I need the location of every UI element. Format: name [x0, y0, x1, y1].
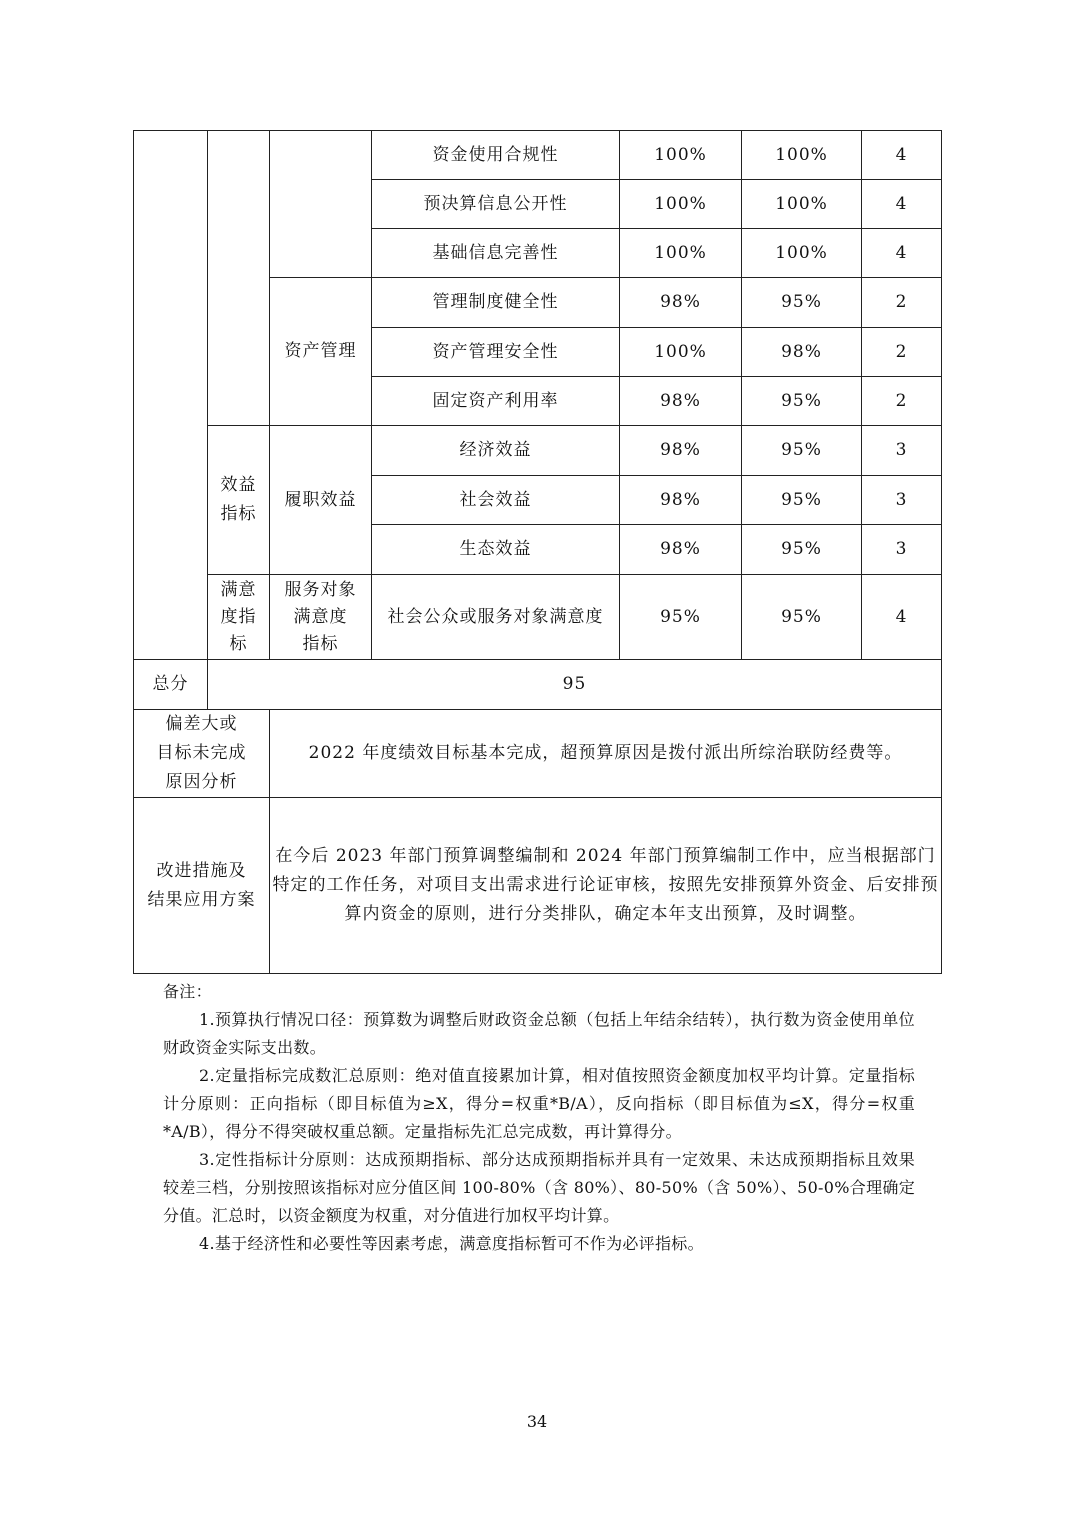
group-asset-mgmt: 资产管理 [270, 278, 372, 426]
target-cell: 98% [620, 476, 742, 525]
target-cell: 100% [620, 229, 742, 278]
level2-blank-cell [208, 131, 270, 426]
improvement-text: 在今后 2023 年部门预算调整编制和 2024 年部门预算编制工作中，应当根据部门特定的工作任务，对项目支出需求进行论证审核，按照先安排预算外资金、后安排预算内资金的原则，进行分类排队，确定本年支出预算，及时调整。 [270, 798, 942, 974]
indicator-cell: 基础信息完善性 [372, 229, 620, 278]
actual-cell: 95% [742, 476, 862, 525]
actual-cell: 100% [742, 229, 862, 278]
target-cell: 98% [620, 525, 742, 575]
total-value: 95 [208, 660, 942, 710]
score-cell: 3 [862, 426, 942, 476]
group-benefit: 效益 指标 [208, 426, 270, 575]
level1-blank-cell [134, 131, 208, 660]
target-cell: 98% [620, 426, 742, 476]
deviation-row [134, 710, 942, 798]
actual-cell: 95% [742, 525, 862, 575]
actual-cell: 95% [742, 575, 862, 660]
deviation-label: 偏差大或 目标未完成 原因分析 [134, 710, 270, 798]
indicator-cell: 资金使用合规性 [372, 131, 620, 180]
target-cell: 98% [620, 377, 742, 426]
score-cell: 3 [862, 525, 942, 575]
indicator-cell: 管理制度健全性 [372, 278, 620, 328]
target-cell: 98% [620, 278, 742, 328]
indicator-cell: 社会公众或服务对象满意度 [372, 575, 620, 660]
score-cell: 2 [862, 278, 942, 328]
actual-cell: 95% [742, 377, 862, 426]
indicator-cell: 社会效益 [372, 476, 620, 525]
target-cell: 95% [620, 575, 742, 660]
note-item: 2.定量指标完成数汇总原则：绝对值直接累加计算，相对值按照资金额度加权平均计算。定量指标计分原则：正向指标（即目标值为≥X，得分=权重*B/A），反向指标（即目标值为≤X，得分=权重*A/B），得分不得突破权重总额。定量指标先汇总完成数，再计算得分。 [163, 1066, 915, 1141]
actual-cell: 95% [742, 426, 862, 476]
group-duty-benefit: 履职效益 [270, 426, 372, 575]
target-cell: 100% [620, 131, 742, 180]
improvement-row [134, 798, 942, 974]
notes-section [163, 978, 915, 1258]
score-cell: 4 [862, 229, 942, 278]
score-cell: 2 [862, 328, 942, 377]
total-label: 总分 [134, 660, 208, 710]
score-cell: 3 [862, 476, 942, 525]
notes-title: 备注： [163, 982, 212, 1001]
table-row [134, 426, 942, 476]
actual-cell: 98% [742, 328, 862, 377]
table-row [134, 131, 942, 180]
improvement-label: 改进措施及 结果应用方案 [134, 798, 270, 974]
target-cell: 100% [620, 328, 742, 377]
indicator-cell: 经济效益 [372, 426, 620, 476]
target-cell: 100% [620, 180, 742, 229]
actual-cell: 100% [742, 131, 862, 180]
score-cell: 4 [862, 180, 942, 229]
note-item: 3.定性指标计分原则：达成预期指标、部分达成预期指标并具有一定效果、未达成预期指标且效果较差三档，分别按照该指标对应分值区间 100-80%（含 80%）、80-50%（含 50%）、50-0%合理确定分值。汇总时，以资金额度为权重，对分值进行加权平均计算。 [163, 1150, 915, 1225]
group-service-satisfaction: 服务对象 满意度 指标 [270, 575, 372, 660]
note-item: 4.基于经济性和必要性等因素考虑，满意度指标暂可不作为必评指标。 [199, 1234, 704, 1253]
score-cell: 4 [862, 131, 942, 180]
page-number: 34 [526, 1412, 548, 1431]
note-item: 1.预算执行情况口径：预算数为调整后财政资金总额（包括上年结余结转），执行数为资金使用单位财政资金实际支出数。 [163, 1010, 915, 1057]
indicator-cell: 预决算信息公开性 [372, 180, 620, 229]
performance-table [133, 130, 942, 974]
total-row [134, 660, 942, 710]
group-satisfaction: 满意 度指 标 [208, 575, 270, 660]
score-cell: 4 [862, 575, 942, 660]
table-row [134, 575, 942, 660]
actual-cell: 95% [742, 278, 862, 328]
score-cell: 2 [862, 377, 942, 426]
level3-blank-cell [270, 131, 372, 278]
actual-cell: 100% [742, 180, 862, 229]
indicator-cell: 生态效益 [372, 525, 620, 575]
indicator-cell: 固定资产利用率 [372, 377, 620, 426]
indicator-cell: 资产管理安全性 [372, 328, 620, 377]
deviation-text: 2022 年度绩效目标基本完成，超预算原因是拨付派出所综治联防经费等。 [270, 710, 942, 798]
